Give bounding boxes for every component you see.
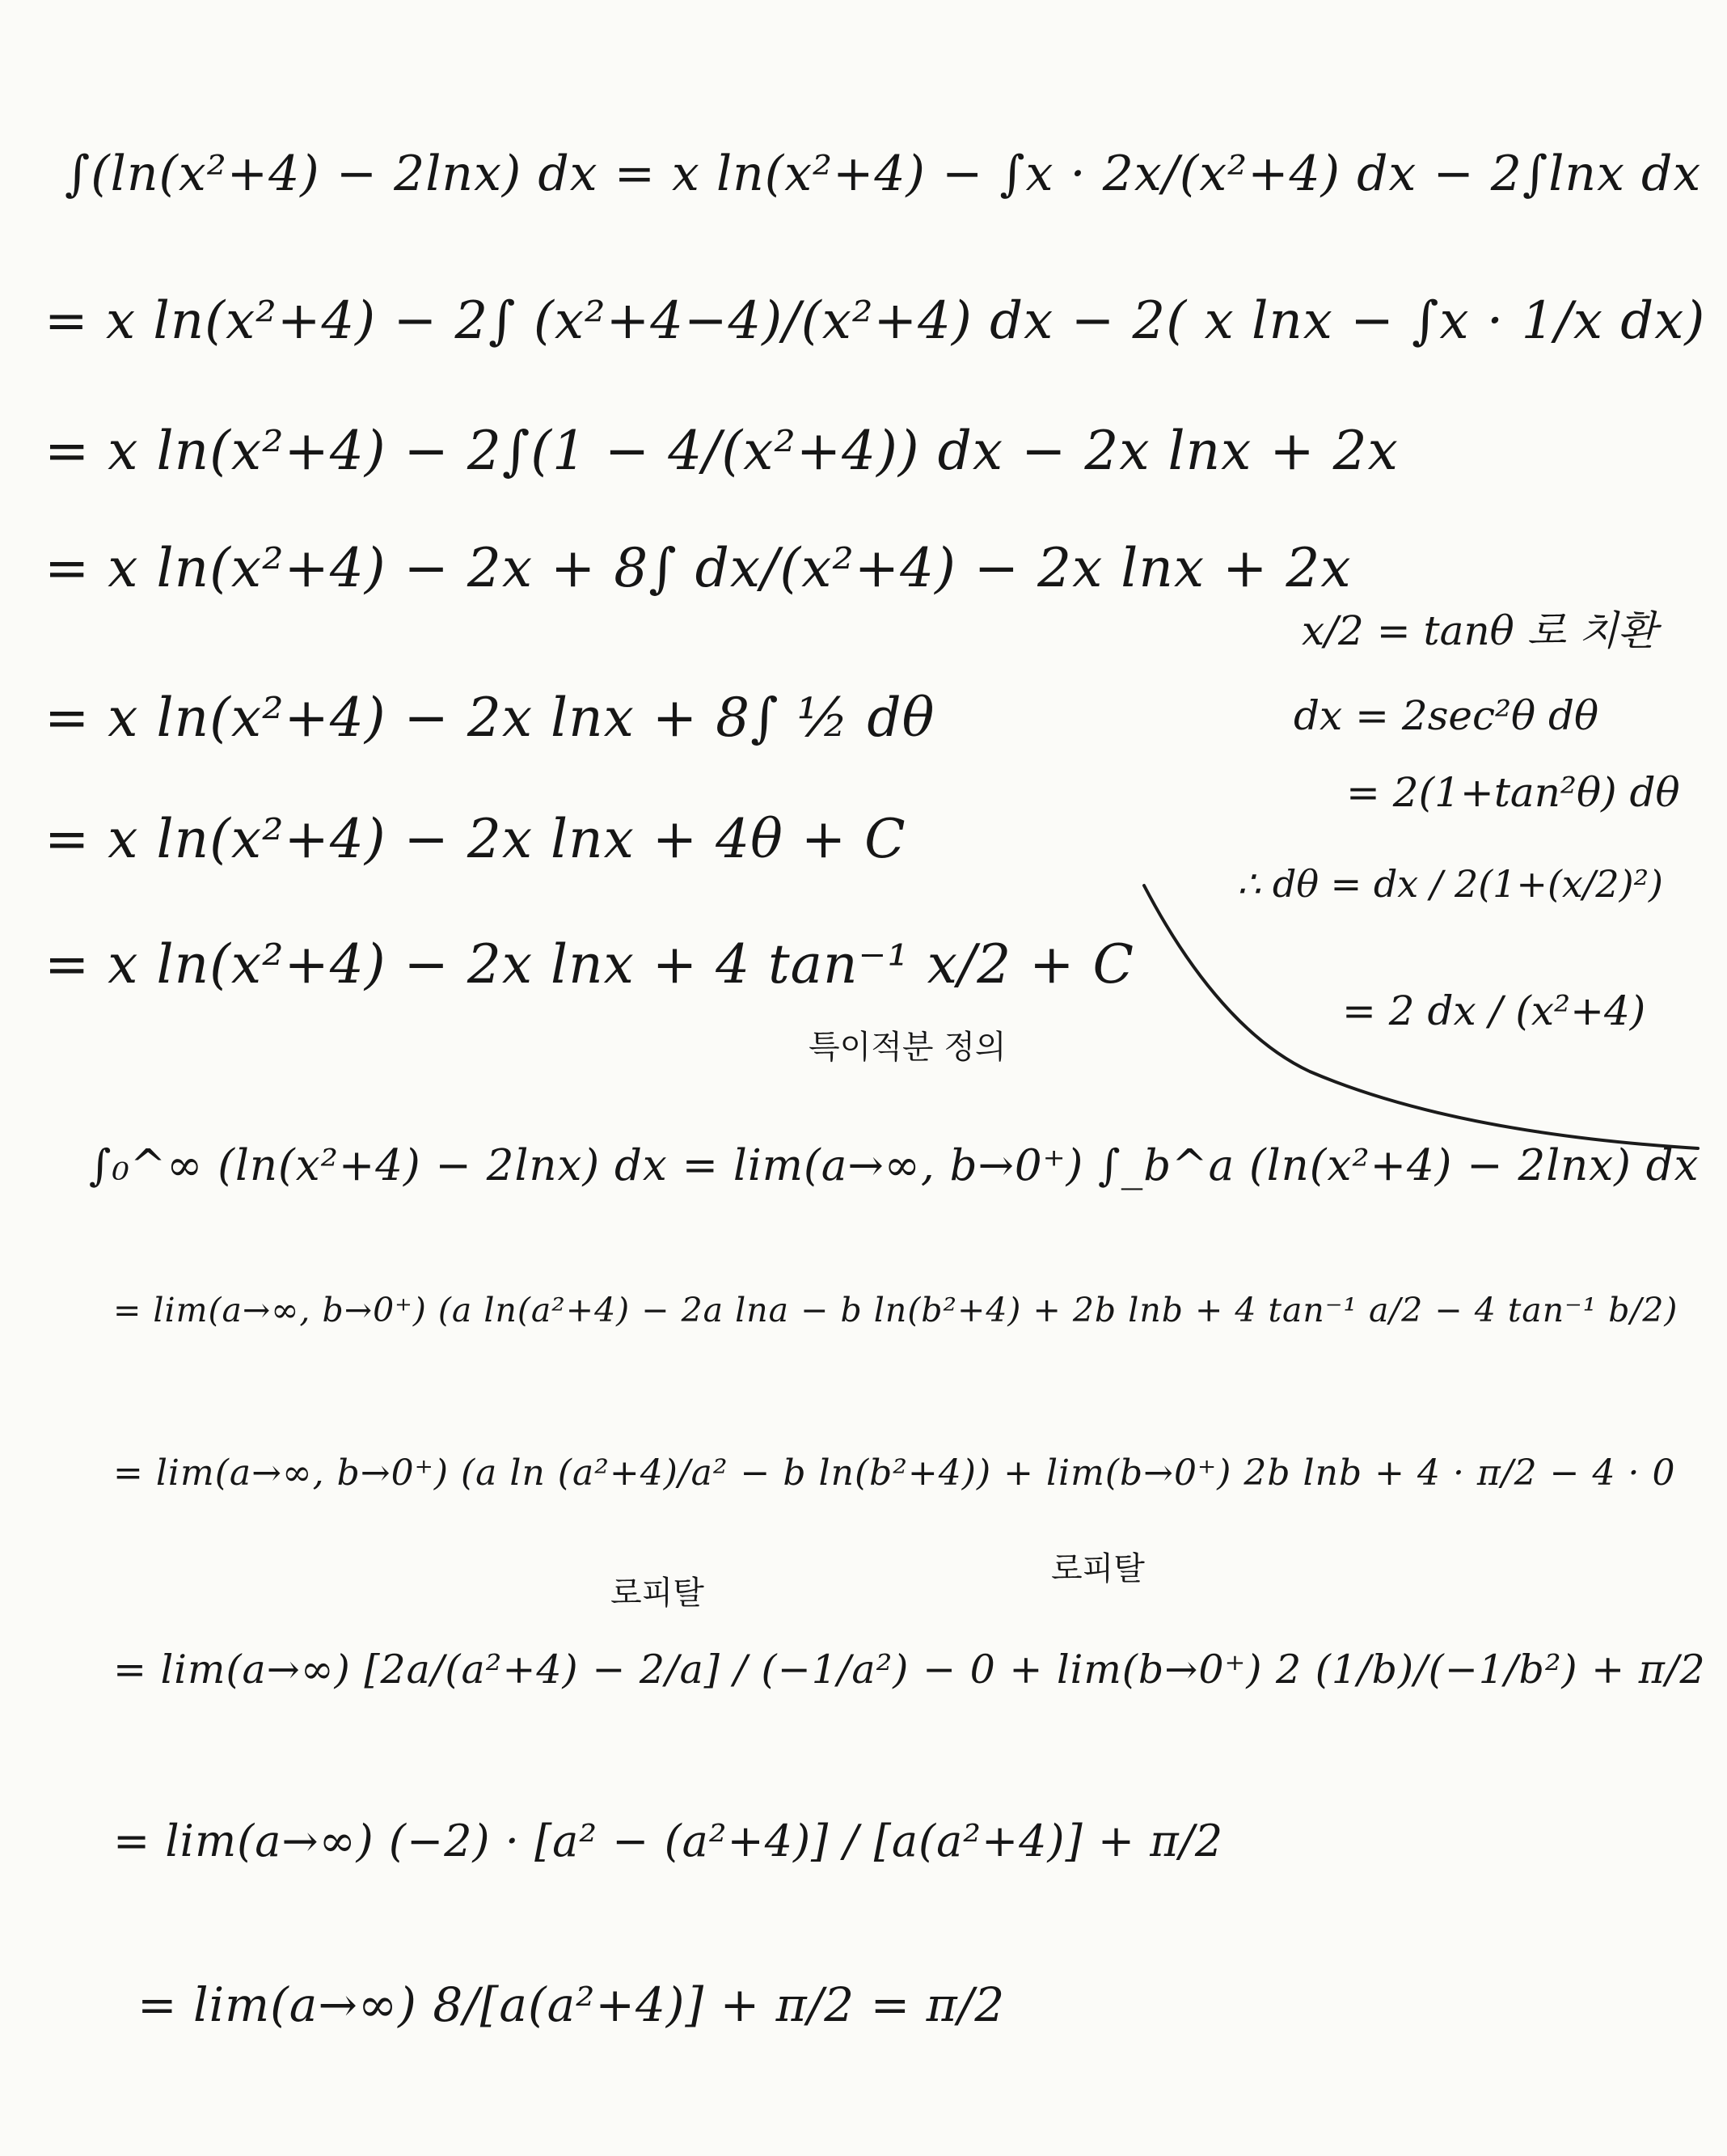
equation-line-2: = x ln(x²+4) − 2∫ (x²+4−4)/(x²+4) dx − 2( x lnx − ∫x · 1/x dx)	[44, 291, 1706, 351]
side-dx-identity: = 2(1+tan²θ) dθ	[1346, 769, 1680, 816]
equation-line-10: = lim(a→∞, b→0⁺) (a ln (a²+4)/a² − b ln(b²+4)) + lim(b→0⁺) 2b lnb + 4 · π/2 − 4 · 0	[113, 1452, 1676, 1494]
equation-line-7: = x ln(x²+4) − 2x lnx + 4 tan⁻¹ x/2 + C	[44, 933, 1134, 996]
equation-line-3: = x ln(x²+4) − 2∫(1 − 4/(x²+4)) dx − 2x lnx + 2x	[44, 420, 1399, 482]
equation-line-6: = x ln(x²+4) − 2x lnx + 4θ + C	[44, 808, 906, 870]
side-dtheta-result: = 2 dx / (x²+4)	[1342, 987, 1646, 1034]
equation-line-13: = lim(a→∞) 8/[a(a²+4)] + π/2 = π/2	[137, 1977, 1006, 2032]
equation-line-11: = lim(a→∞) [2a/(a²+4) − 2/a] / (−1/a²) − 0 + lim(b→0⁺) 2 (1/b)/(−1/b²) + π/2	[113, 1647, 1706, 1693]
equation-line-4: = x ln(x²+4) − 2x + 8∫ dx/(x²+4) − 2x lnx + 2x	[44, 537, 1352, 599]
equation-line-8: ∫₀^∞ (ln(x²+4) − 2lnx) dx = lim(a→∞, b→0⁺) ∫_b^a (ln(x²+4) − 2lnx) dx	[89, 1141, 1700, 1190]
equation-line-1: ∫(ln(x²+4) − 2lnx) dx = x ln(x²+4) − ∫x · 2x/(x²+4) dx − 2∫lnx dx	[65, 146, 1702, 202]
side-dx: dx = 2sec²θ dθ	[1294, 692, 1599, 739]
equation-line-5: = x ln(x²+4) − 2x lnx + 8∫ ½ dθ	[44, 687, 935, 749]
lhopital-note-1: 로피탈	[610, 1575, 704, 1612]
equation-line-12: = lim(a→∞) (−2) · [a² − (a²+4)] / [a(a²+4)] + π/2	[113, 1816, 1224, 1866]
improper-integral-note: 특이적분 정의	[809, 1029, 1007, 1066]
lhopital-note-2: 로피탈	[1051, 1550, 1145, 1587]
equation-line-9: = lim(a→∞, b→0⁺) (a ln(a²+4) − 2a lna − b ln(b²+4) + 2b lnb + 4 tan⁻¹ a/2 − 4 tan⁻¹ b/2)	[113, 1291, 1678, 1330]
side-dtheta: ∴ dθ = dx / 2(1+(x/2)²)	[1237, 862, 1663, 906]
substitution-note: x/2 = tanθ 로 치환	[1302, 607, 1657, 654]
